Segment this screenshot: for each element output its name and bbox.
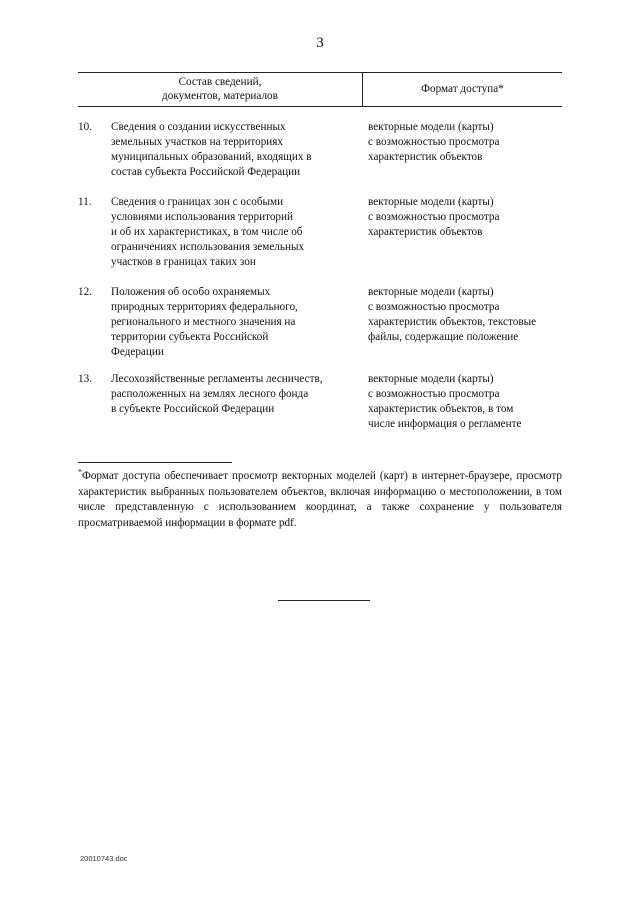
row-number: 13. bbox=[78, 373, 92, 385]
format-line: векторные модели (карты) bbox=[368, 286, 494, 298]
description-line: участков в границах таких зон bbox=[111, 256, 256, 268]
description-line: муниципальных образований, входящих в bbox=[111, 151, 312, 163]
header-access-format: Формат доступа* bbox=[421, 83, 504, 95]
row-number: 12. bbox=[78, 286, 92, 298]
row-format bbox=[368, 285, 568, 345]
description-line: природных территориях федерального, bbox=[111, 301, 298, 313]
description-line: Сведения о создании искусственных bbox=[111, 121, 286, 133]
format-line: с возможностью просмотра bbox=[368, 136, 500, 148]
description-line: условиями использования территорий bbox=[111, 211, 293, 223]
header-composition bbox=[78, 75, 362, 103]
description-line: и об их характеристиках, в том числе об bbox=[111, 226, 303, 238]
format-line: векторные модели (карты) bbox=[368, 121, 494, 133]
description-line: Сведения о границах зон с особыми bbox=[111, 196, 284, 208]
format-line: характеристик объектов, текстовые bbox=[368, 316, 537, 328]
description-line: регионального и местного значения на bbox=[111, 316, 296, 328]
document-id: 20010743.doc bbox=[80, 854, 128, 863]
description-line: расположенных на землях лесного фонда bbox=[111, 388, 309, 400]
format-line: с возможностью просмотра bbox=[368, 301, 500, 313]
footnote-text: Формат доступа обеспечивает просмотр векторных моделей (карт) в интернет-браузере, просмотр характеристик выбранных пользователем объектов, включая информацию о местоположении, в том числе представленную с использованием координат, а также сохранение у пользователя просматриваемой информации в формате pdf. bbox=[78, 470, 562, 529]
row-number: 11. bbox=[78, 196, 92, 208]
format-line: с возможностью просмотра bbox=[368, 211, 500, 223]
footnote-marker: * bbox=[78, 467, 82, 477]
format-line: с возможностью просмотра bbox=[368, 388, 500, 400]
description-line: Лесохозяйственные регламенты лесничеств, bbox=[111, 373, 323, 385]
description-line: Положения об особо охраняемых bbox=[111, 286, 271, 298]
end-of-document-rule bbox=[278, 600, 370, 601]
row-description bbox=[111, 120, 361, 180]
description-line: Федерации bbox=[111, 346, 164, 358]
header-composition-line2: документов, материалов bbox=[162, 90, 278, 102]
row-format bbox=[368, 195, 568, 240]
row-description bbox=[111, 372, 361, 417]
row-number: 10. bbox=[78, 121, 92, 133]
description-line: земельных участков на территориях bbox=[111, 136, 284, 148]
format-line: числе информация о регламенте bbox=[368, 418, 522, 430]
description-line: состав субъекта Российской Федерации bbox=[111, 166, 301, 178]
format-line: характеристик объектов, в том bbox=[368, 403, 514, 415]
format-line: характеристик объектов bbox=[368, 151, 483, 163]
header-composition-line1: Состав сведений, bbox=[178, 76, 262, 88]
format-line: векторные модели (карты) bbox=[368, 373, 494, 385]
description-line: территории субъекта Российской bbox=[111, 331, 269, 343]
row-description bbox=[111, 195, 361, 270]
format-line: векторные модели (карты) bbox=[368, 196, 494, 208]
footnote-separator bbox=[78, 462, 232, 463]
format-line: характеристик объектов bbox=[368, 226, 483, 238]
row-description bbox=[111, 285, 361, 360]
row-format bbox=[368, 372, 568, 432]
row-format bbox=[368, 120, 568, 165]
description-line: в субъекте Российской Федерации bbox=[111, 403, 275, 415]
footnote bbox=[78, 469, 562, 531]
table-header bbox=[78, 72, 562, 107]
page-number: 3 bbox=[316, 35, 324, 51]
description-line: ограничениях использования земельных bbox=[111, 241, 305, 253]
format-line: файлы, содержащие положение bbox=[368, 331, 519, 343]
